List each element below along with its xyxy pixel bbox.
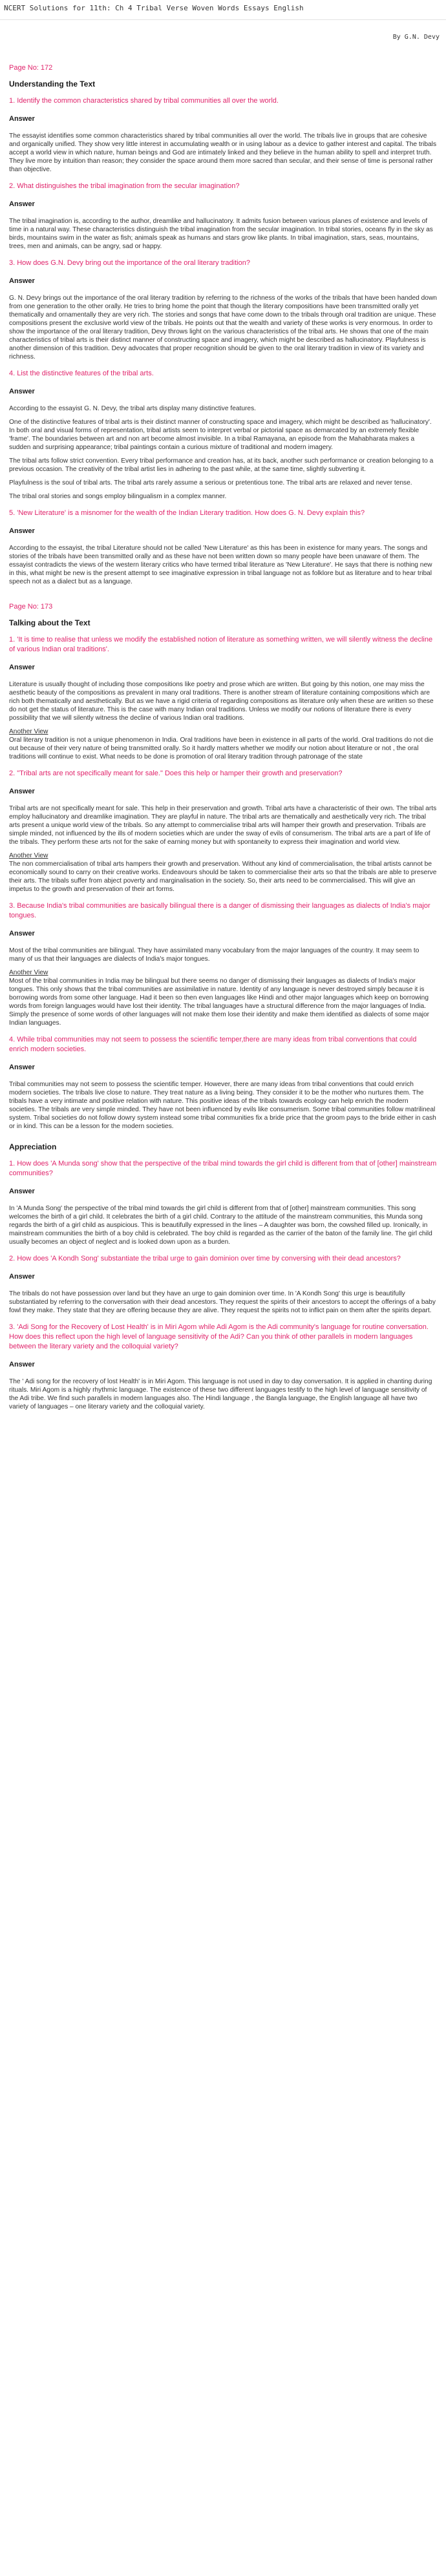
answer-label: Answer (9, 1361, 35, 1368)
answer-text: Most of the tribal communities in India may be bilingual but there seems no danger of dismissing their languages as dialects of India's major tongues. This only shows that the tribal communities are assimilative in nature. Identity of any language is never destroyed simply because it is borrowing words from some other language. Had it been so then even languages like Hindi and other major languages which keep on borrowing words from foreign languages would have lost their identity. The tribal languages have a structural difference from the major languages of India. Simply the presence of some words of other languages will not make them lose their identity and make them identified as dialects of some major Indian languages. (9, 978, 430, 1027)
answer-text: G. N. Devy brings out the importance of the oral literary tradition by referring to the richness of the works of the tribals that have been handed down from one generation to the other orally. He tries to bring home the point that though the literary compositions have been transmitted orally yet thematically and ornamentally they are very rich. The stories and songs that have come down to the tribals through oral tradition are unique. These compositions present the exclusive world view of the tribals. He points out that the wealth and variety of these works is very enormous. In order to show the importance of the oral literary tradition, Devy throws light on the various characteristics of the tribal arts. He shows that one of the main characteristics of tribal arts is their distinct manner of constructing space and imagery, which might be described as hallucinatory. Playfulness is another dimension of this tradition. Devy advocates that proper recognition should be given to the oral literary tradition in view of its variety and richness. (9, 295, 437, 361)
answer-text: The tribal arts follow strict convention. Every tribal performance and creation has, at its back, another such performance or creation belonging to a previous occasion. The creativity of the tribal artist lies in adhering to the past while, at the same time, slightly subverting it. (9, 457, 434, 473)
answer-label: Answer (9, 1188, 35, 1195)
answer-label: Answer (9, 930, 35, 937)
question: 1. How does 'A Munda song' show that the perspective of the tribal mind towards the girl child is different from that of [other] mainstream communities? (9, 1160, 437, 1177)
question: 3. Because India's tribal communities are basically bilingual there is a danger of dismissing their languages as dialects of India's major tongues. (9, 902, 430, 919)
section-heading: Appreciation (9, 1142, 57, 1151)
answer-label: Answer (9, 277, 35, 285)
question: 3. How does G.N. Devy bring out the importance of the oral literary tradition? (9, 259, 250, 267)
page-number: Page No: 173 (9, 603, 53, 611)
answer-text: The essayist identifies some common characteristics shared by tribal communities all over the world. The tribals live in groups that are cohesive and organically unified. They show very little interest in accumulating wealth or in using labour as a device to gather interest and capital. The tribals accept a world view in which nature, human beings and God are intimately linked and they believe in the human ability to spell and interpret truth. They live more by intuition than reason; they consider the space around them more sacred than secular, and their sense of time is personal rather than objective. (9, 132, 437, 173)
answer-label: Answer (9, 115, 35, 123)
another-view-label: Another View (9, 852, 48, 859)
document-content (0, 20, 446, 1411)
question: 5. 'New Literature' is a misnomer for the wealth of the Indian Literary tradition. How does G. N. Devy explain this? (9, 509, 365, 517)
document-header (0, 0, 446, 20)
answer-text: The tribal imagination is, according to the author, dreamlike and hallucinatory. It admits fusion between various planes of existence and levels of time in a natural way. These characteristics distinguish the tribal imagination from the secular imagination. In tribal stories, oceans fly in the sky as birds, mountains swim in the water as fish; animals speak as humans and stars grow like plants. In tribal imagination, stars, seas, mountains, trees, men and animals, can be angry, sad or happy. (9, 218, 433, 250)
answer-text: According to the essayist G. N. Devy, the tribal arts display many distinctive features. (9, 405, 257, 412)
document-title: NCERT Solutions for 11th: Ch 4 Tribal Verse Woven Words Essays English (4, 4, 304, 12)
answer-text: Tribal arts are not specifically meant for sale. This help in their preservation and growth. Tribal arts have a characteristic of their own. The tribal arts employ hallucinatory and dreamlike imagination. They are playful in nature. The tribal arts are thematically and aesthetically very rich. The tribal arts present a unique world view of the tribals. So any attempt to commercialise tribal arts will hamper their growth and preservation. Tribals are simple minded, not influenced by the ills of modern societies which are under the sway of evils of consumerism. The tribal arts are a part of life of the tribals. They perform these arts not for the sake of earning money but with spontaneity to express their imagination and world view. (9, 805, 437, 846)
answer-text: The tribals do not have possession over land but they have an urge to gain dominion over time. In 'A Kondh Song' this urge is beautifully substantiated by referring to the conversation with their dead ancestors. They request the spirits of their ancestors to accept the offerings of a baby fowl they make. They state that they are offering because they are alive. They request the spirits not to inflict pain on them after the spirits depart. (9, 1290, 436, 1314)
section-heading: Understanding the Text (9, 79, 96, 89)
answer-text: Literature is usually thought of including those compositions like poetry and prose which are written. But going by this notion, one may miss the aesthetic beauty of the compositions as prevalent in many oral traditions. There is another stream of literature containing compositions which are rich both thematically and aesthetically. But as we have a rigid criteria of regarding compositions as literature only when these are written so these do not get the status of literature. This is the case with many Indian oral traditions. Unless we modify our notions of literature there is every possibility that we will silently witness the decline of various Indian oral traditions. (9, 681, 434, 722)
answer-text: Most of the tribal communities are bilingual. They have assimilated many vocabulary from the major languages of the country. It may seem to many of us that their languages are dialects of India's major tongues. (9, 947, 419, 963)
question: 1. Identify the common characteristics shared by tribal communities all over the world. (9, 97, 279, 105)
question: 3. 'Adi Song for the Recovery of Lost Health' is in Miri Agom while Adi Agom is the Adi community's language for routine conversation. How does this reflect upon the high level of language sensitivity of the Adi? Can you think of other parallels in modern languages between the literary variety and the colloquial variety? (9, 1323, 429, 1350)
answer-label: Answer (9, 200, 35, 208)
question: 2. What distinguishes the tribal imagination from the secular imagination? (9, 182, 240, 190)
answer-label: Answer (9, 664, 35, 671)
answer-text: One of the distinctive features of tribal arts is their distinct manner of constructing space and imagery, which might be described as 'hallucinatory'. In both oral and visual forms of representation, tribal artists seem to interpret verbal or pictorial space as demarcated by an extremely flexible 'frame'. The boundaries between art and non art become almost invisible. In a tribal Ramayana, an episode from the Mahabharata makes a sudden and surprising appearance; tribal paintings contain a curious mixture of traditional and modern imagery. (9, 419, 432, 451)
answer-text: Playfulness is the soul of tribal arts. The tribal arts rarely assume a serious or pretentious tone. The tribal arts are relaxed and never tense. (9, 479, 412, 487)
answer-label: Answer (9, 388, 35, 395)
question: 2. "Tribal arts are not specifically meant for sale." Does this help or hamper their growth and preservation? (9, 770, 343, 777)
author-byline: By G.N. Devy (392, 34, 440, 41)
question: 4. List the distinctive features of the tribal arts. (9, 370, 154, 377)
answer-text: In 'A Munda Song' the perspective of the tribal mind towards the girl child is different from that of [other] mainstream communities. This song welcomes the birth of a girl child. It celebrates the birth of a girl child. Contrary to the attitude of the mainstream communities, this Munda song regards the birth of a girl child as auspicious. This is beautifully expressed in the lines – A daughter was born, the cowshed filled up. Ironically, in mainstream communities the birth of a boy child is celebrated. The boy child is regarded as the carrier of the baton of the family line. The girl child usually becomes an object of neglect and is looked down upon as a burden. (9, 1205, 432, 1246)
answer-text: The tribal oral stories and songs employ bilingualism in a complex manner. (9, 493, 227, 500)
answer-label: Answer (9, 1063, 35, 1071)
answer-text: According to the essayist, the tribal Literature should not be called 'New Literature' as this has been in existence for many years. The songs and stories of the tribals have been transmitted orally and as these have not been written down so many people have been unaware of them. The essayist contradicts the views of the western literary critics who have termed tribal literature as 'New Literature'. He says that there is nothing new in this, what might be new is the present attempt to see imaginative expression in tribal language not as folklore but as literature and to hear tribal speech not as a dialect but as a language. (9, 545, 432, 585)
another-view-label: Another View (9, 728, 48, 735)
answer-label: Answer (9, 527, 35, 535)
answer-text: Tribal communities may not seem to possess the scientific temper. However, there are many ideas from tribal conventions that could enrich modern societies. The tribals live close to nature. They treat nature as a living being. They consider it to be the mother who nurtures them. The tribals have a very intimate and positive relation with nature. This positive ideas of the tribals towards ecology can help enrich the modern societies. The tribals are very simple minded. They have not been influenced by evils like consumerism. Some tribal communities follow matrilineal system. Tribal societies do not follow dowry system instead some tribal communities fix a bride price that the groom pays to the bride either in cash or in kind. This can be a lesson for the modern societies. (9, 1081, 436, 1130)
question: 2. How does 'A Kondh Song' substantiate the tribal urge to gain dominion over time by conversing with their dead ancestors? (9, 1255, 401, 1262)
section-heading: Talking about the Text (9, 618, 90, 627)
question: 4. While tribal communities may not seem to possess the scientific temper,there are many ideas from tribal conventions that could enrich modern societies. (9, 1036, 417, 1053)
answer-text: The non commercialisation of tribal arts hampers their growth and preservation. Without any kind of commercialisation, the tribal artists cannot be economically sound to carry on their creative works. Endeavours should be taken to commercialise their arts so that the tribals are able to preserve their arts. The tribals suffer from abject poverty and marginalisation in the society. So, their arts need to be commercialised. This will give an impetus to the growth and preservation of their art forms. (9, 861, 437, 893)
page-number: Page No: 172 (9, 64, 53, 72)
answer-label: Answer (9, 788, 35, 795)
answer-text: The ' Adi song for the recovery of lost Health' is in Miri Agom. This language is not used in day to day conversation. It is applied in chanting during rituals. Miri Agom is a highly rhythmic language. The existence of these two different languages testify to the high level of language sensitivity of the Adi tribe. We find such parallels in modern languages also. The Hindi language , the Bangla language, the English language all have two variety of languages – one literary variety and the colloquial variety. (9, 1378, 432, 1410)
answer-text: Oral literary tradition is not a unique phenomenon in India. Oral traditions have been in existence in all parts of the world. Oral traditions do not die out because of their very nature of being transmitted orally. So it hardly matters whether we modify our notion about literature or not , the oral traditions will continue to exist. What needs to be done is promotion of oral literary tradition through patronage of the state (9, 737, 434, 760)
question: 1. 'It is time to realise that unless we modify the established notion of literature as something written, we will silently witness the decline of various Indian oral traditions'. (9, 636, 433, 653)
answer-label: Answer (9, 1273, 35, 1281)
another-view-label: Another View (9, 969, 48, 976)
